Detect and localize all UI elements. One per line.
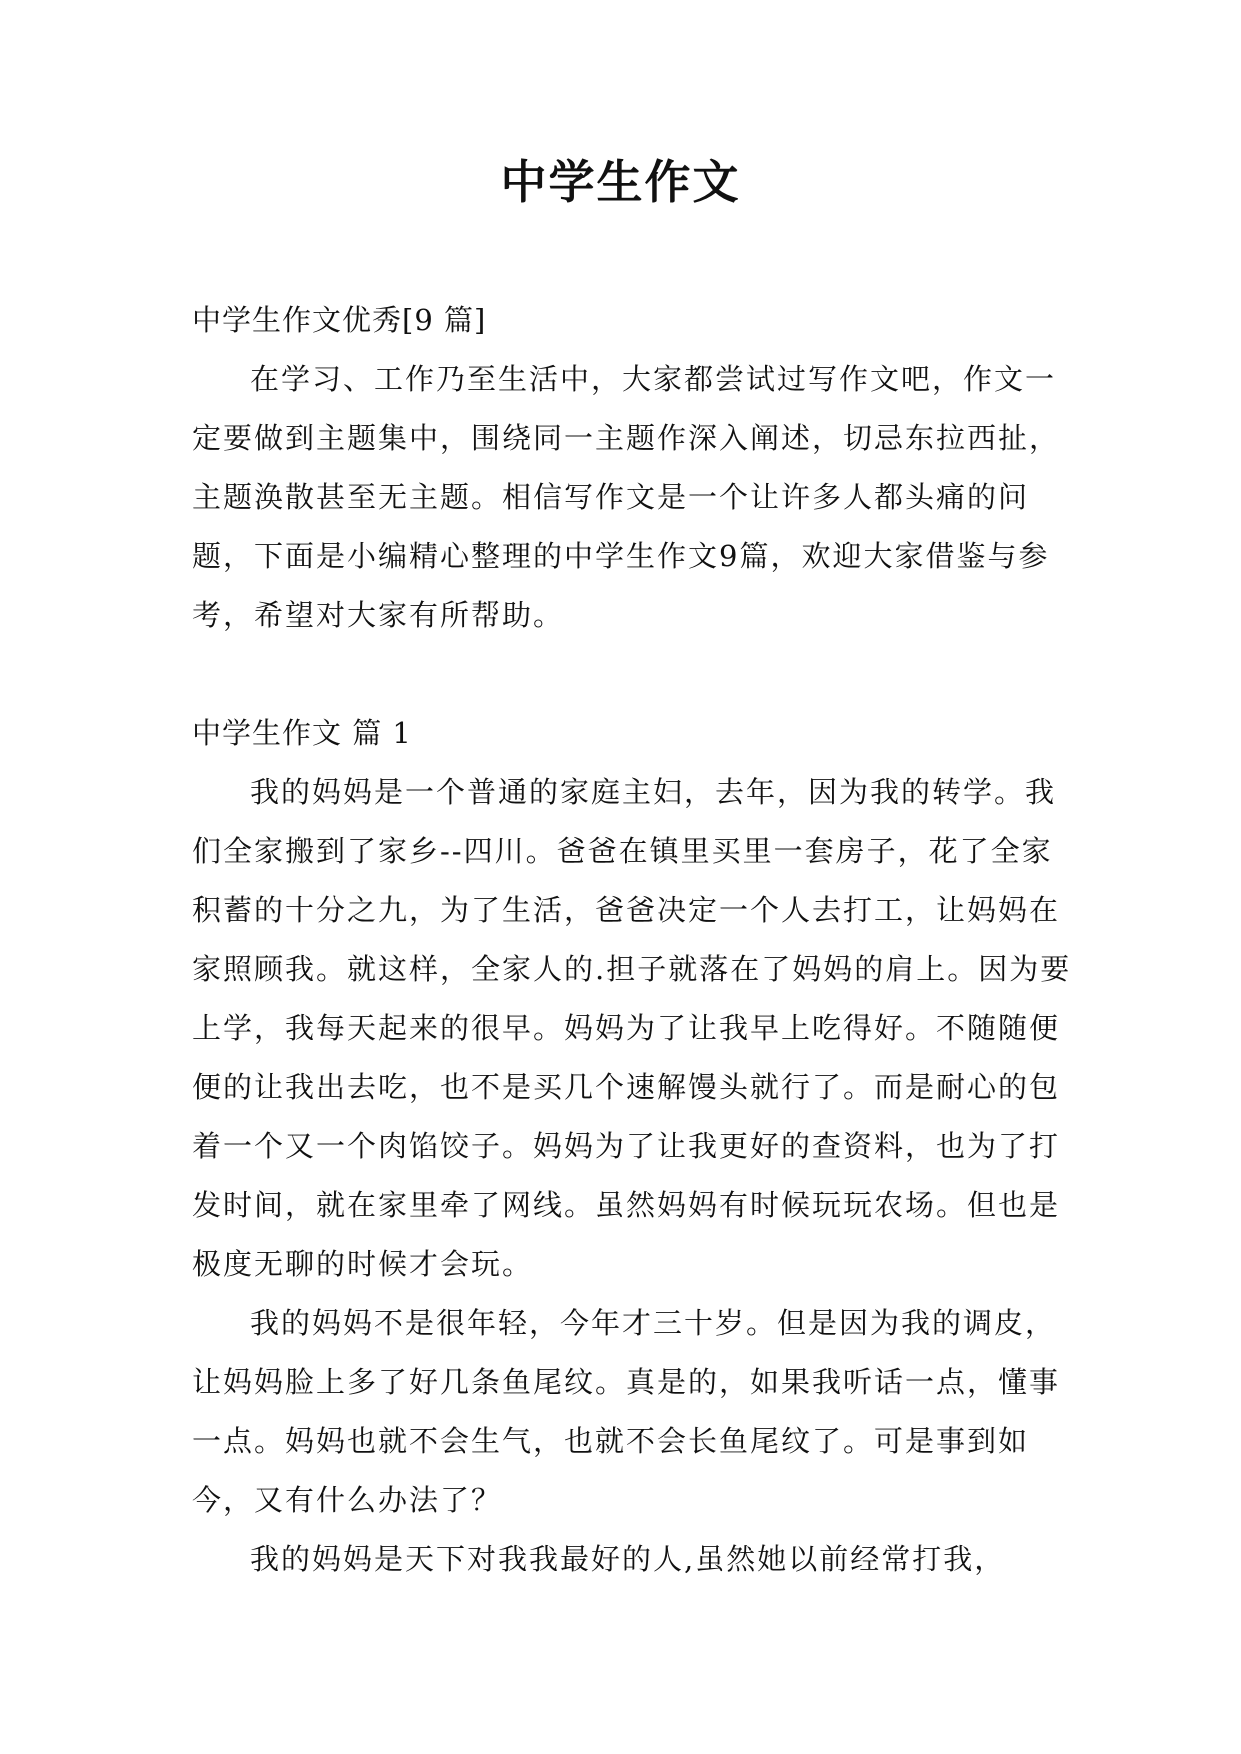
intro-heading: 中学生作文优秀[9 篇] [192,303,487,337]
section-heading: 中学生作文 篇 1 [192,716,412,750]
document-body [192,291,1072,1589]
document-title: 中学生作文 [500,155,741,209]
intro-paragraph: 在学习、工作乃至生活中，大家都尝试过写作文吧，作文一定要做到主题集中，围绕同一主题作深入阐述，切忌东拉西扯，主题涣散甚至无主题。相信写作文是一个让许多人都头痛的问题，下面是小编精心整理的中学生作文9篇，欢迎大家借鉴与参考，希望对大家有所帮助。 [192,362,1061,632]
section-spacer [192,645,1072,704]
body-paragraph: 我的妈妈是一个普通的家庭主妇，去年，因为我的转学。我们全家搬到了家乡--四川。爸爸在镇里买里一套房子，花了全家积蓄的十分之九，为了生活，爸爸决定一个人去打工，让妈妈在家照顾我。就这样，全家人的.担子就落在了妈妈的肩上。因为要上学，我每天起来的很早。妈妈为了让我早上吃得好。不随随便便的让我出去吃，也不是买几个速解馒头就行了。而是耐心的包着一个又一个肉馅饺子。妈妈为了让我更好的查资料，也为了打发时间，就在家里牵了网线。虽然妈妈有时候玩玩农场。但也是极度无聊的时候才会玩。 [192,775,1072,1281]
body-paragraph: 我的妈妈是天下对我我最好的人,虽然她以前经常打我， [250,1542,1006,1576]
body-paragraph: 我的妈妈不是很年轻，今年才三十岁。但是因为我的调皮，让妈妈脸上多了好几条鱼尾纹。真是的，如果我听话一点，懂事一点。妈妈也就不会生气，也就不会长鱼尾纹了。可是事到如今，又有什么办法了？ [192,1306,1061,1517]
